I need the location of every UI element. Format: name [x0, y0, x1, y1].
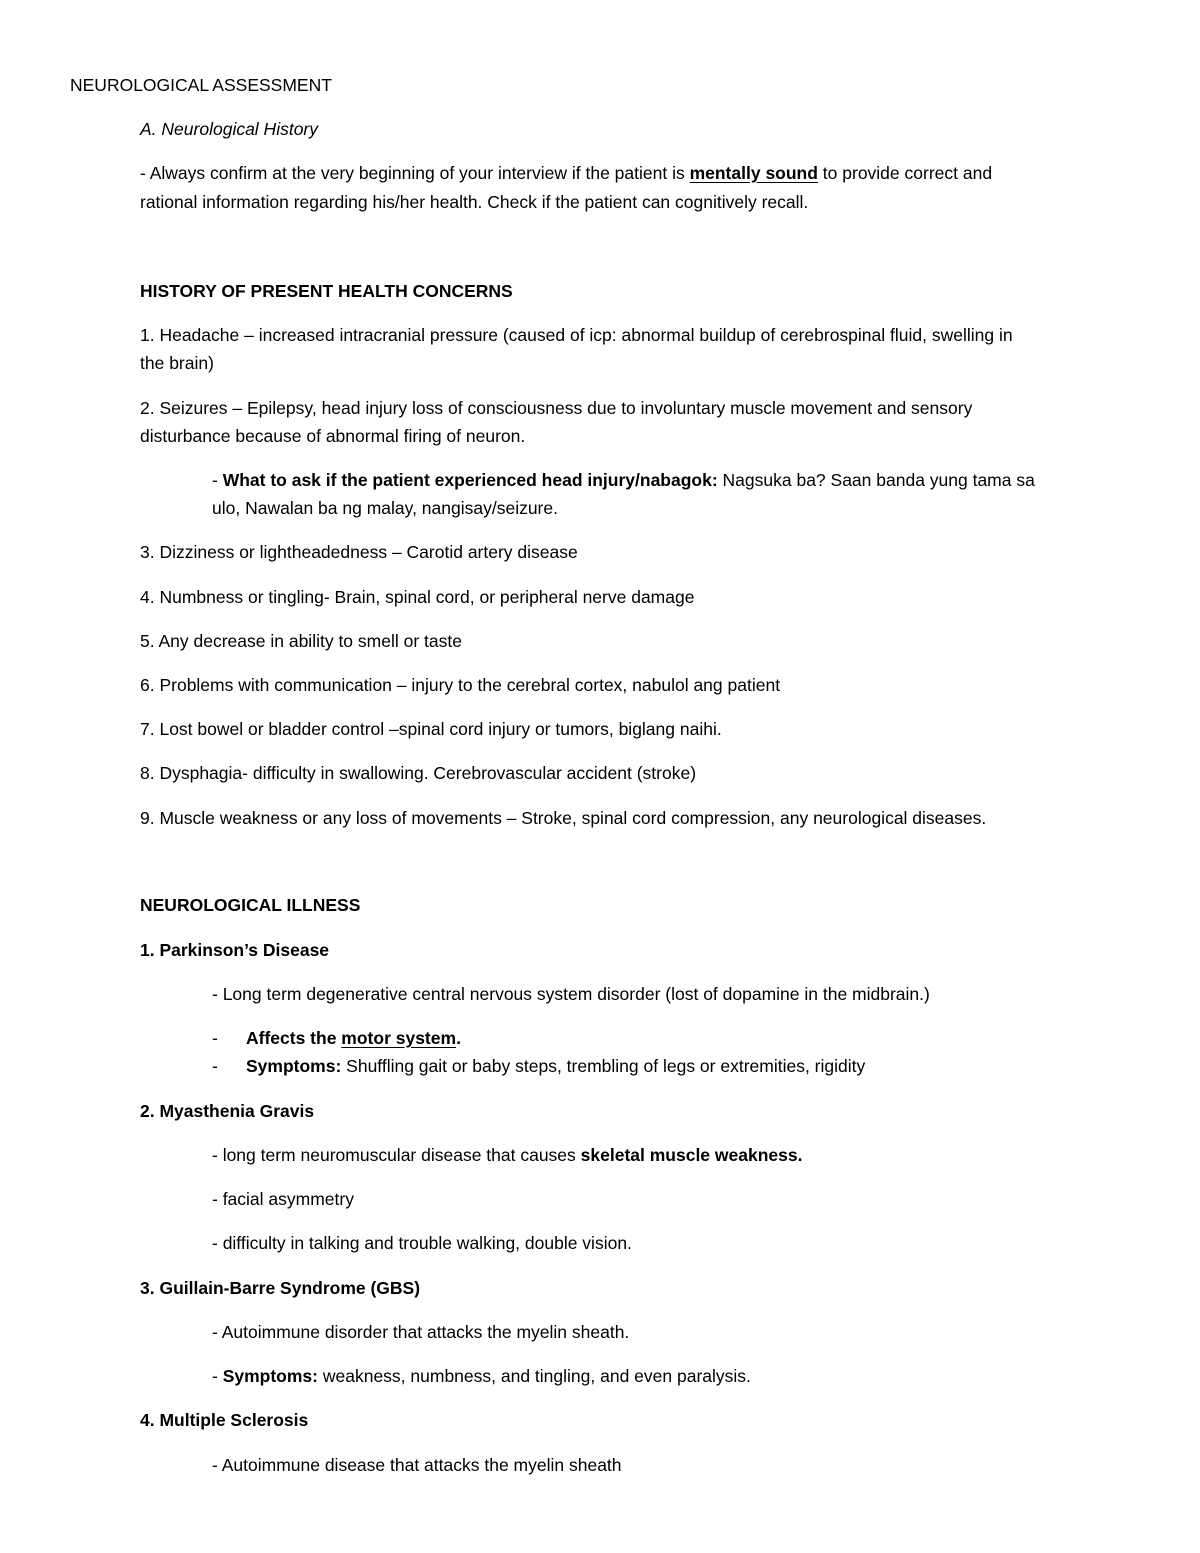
history-item-9: 9. Muscle weakness or any loss of movements – Stroke, spinal cord compression, any neurological diseases.: [140, 808, 987, 828]
parkinsons-symptoms: - Symptoms: Shuffling gait or baby steps, trembling of legs or extremities, rigidity: [212, 1056, 866, 1076]
intro-line-2: rational information regarding his/her health. Check if the patient can cognitively recall.: [140, 192, 809, 212]
history-item-2-line-1: 2. Seizures – Epilepsy, head injury loss of consciousness due to involuntary muscle movement and sensory: [140, 398, 973, 418]
mentally-sound-emphasis: mentally sound: [689, 163, 818, 183]
parkinsons-title: 1. Parkinson’s Disease: [140, 940, 330, 960]
section-a-heading: A. Neurological History: [140, 119, 319, 139]
myasthenia-gravis-facial: - facial asymmetry: [212, 1189, 354, 1209]
history-item-6: 6. Problems with communication – injury to the cerebral cortex, nabulol ang patient: [140, 675, 781, 695]
history-heading: HISTORY OF PRESENT HEALTH CONCERNS: [140, 281, 513, 301]
intro-line-1: - Always confirm at the very beginning of your interview if the patient is mentally sound to provide correct and: [140, 163, 993, 183]
myasthenia-gravis-description: - long term neuromuscular disease that causes skeletal muscle weakness.: [212, 1145, 803, 1165]
history-item-4: 4. Numbness or tingling- Brain, spinal cord, or peripheral nerve damage: [140, 587, 695, 607]
history-item-7: 7. Lost bowel or bladder control –spinal cord injury or tumors, biglang naihi.: [140, 719, 722, 739]
multiple-sclerosis-title: 4. Multiple Sclerosis: [140, 1410, 309, 1430]
myasthenia-gravis-title: 2. Myasthenia Gravis: [140, 1101, 315, 1121]
document-title: NEUROLOGICAL ASSESSMENT: [70, 75, 332, 95]
illness-heading: NEUROLOGICAL ILLNESS: [140, 895, 361, 915]
history-item-1-line-1: 1. Headache – increased intracranial pressure (caused of icp: abnormal buildup of cerebrospinal fluid, swelling in: [140, 325, 1013, 345]
head-injury-question-line-1: - What to ask if the patient experienced head injury/nabagok: Nagsuka ba? Saan banda yung tama sa: [212, 470, 1035, 490]
history-item-3: 3. Dizziness or lightheadedness – Carotid artery disease: [140, 542, 578, 562]
history-item-1-line-2: the brain): [140, 353, 214, 373]
parkinsons-affects: - Affects the motor system.: [212, 1028, 461, 1048]
multiple-sclerosis-description: - Autoimmune disease that attacks the myelin sheath: [212, 1455, 622, 1475]
head-injury-question-line-2: ulo, Nawalan ba ng malay, nangisay/seizure.: [212, 498, 558, 518]
gbs-description: - Autoimmune disorder that attacks the myelin sheath.: [212, 1322, 630, 1342]
motor-system-emphasis: motor system: [341, 1028, 457, 1048]
parkinsons-description: - Long term degenerative central nervous system disorder (lost of dopamine in the midbrain.): [212, 984, 930, 1004]
gbs-title: 3. Guillain-Barre Syndrome (GBS): [140, 1278, 421, 1298]
myasthenia-gravis-difficulty: - difficulty in talking and trouble walking, double vision.: [212, 1233, 632, 1253]
history-item-8: 8. Dysphagia- difficulty in swallowing. Cerebrovascular accident (stroke): [140, 763, 697, 783]
gbs-symptoms: - Symptoms: weakness, numbness, and tingling, and even paralysis.: [212, 1366, 751, 1386]
history-item-5: 5. Any decrease in ability to smell or taste: [140, 631, 462, 651]
history-item-2-line-2: disturbance because of abnormal firing of neuron.: [140, 426, 526, 446]
